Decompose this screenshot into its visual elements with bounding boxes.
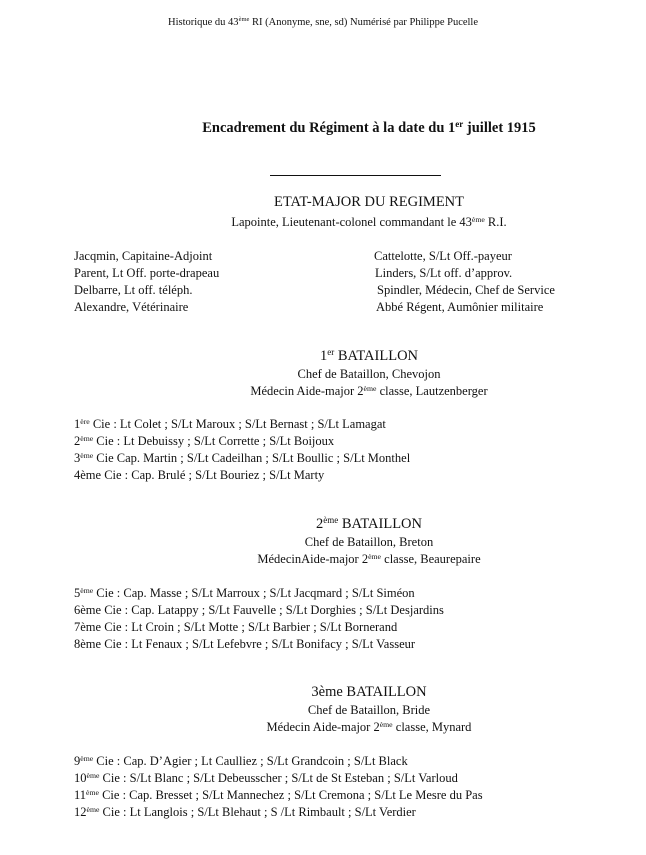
company-2: 2ème Cie : Lt Debuissy ; S/Lt Corrette ; S/Lt Boijoux [74,433,335,448]
bataillon-3-heading: 3ème BATAILLON [311,684,427,700]
staff-right-4: Abbé Régent, Aumônier militaire [376,300,544,314]
company-9: 9ème Cie : Cap. D’Agier ; Lt Caulliez ; S/Lt Grandcoin ; S/Lt Black [74,753,408,768]
company-1: 1ère Cie : Lt Colet ; S/Lt Maroux ; S/Lt Bernast ; S/Lt Lamagat [74,416,386,431]
etat-major-heading: ETAT-MAJOR DU REGIMENT [273,194,465,210]
bataillon-1-heading: 1er BATAILLON [319,347,419,364]
page-title: Encadrement du Régiment à la date du 1er juillet 1915 [202,119,536,136]
staff-left-1: Jacqmin, Capitaine-Adjoint [74,249,213,263]
staff-left-3: Delbarre, Lt off. téléph. [74,283,193,297]
staff-left-4: Alexandre, Vétérinaire [74,300,189,314]
bataillon-3-chef: Chef de Bataillon, Bride [307,703,431,717]
staff-right-3: Spindler, Médecin, Chef de Service [377,283,555,297]
company-11: 11ème Cie : Cap. Bresset ; S/Lt Mannechez ; S/Lt Cremona ; S/Lt Le Mesre du Pas [74,787,483,802]
company-12: 12ème Cie : Lt Langlois ; S/Lt Blehaut ; S /Lt Rimbault ; S/Lt Verdier [74,804,416,819]
company-3: 3ème Cie Cap. Martin ; S/Lt Cadeilhan ; S/Lt Boullic ; S/Lt Monthel [74,450,411,465]
bataillon-3-medecin: Médecin Aide-major 2ème classe, Mynard [266,719,472,734]
bataillon-1-chef: Chef de Bataillon, Chevojon [297,367,441,381]
bataillon-2-heading: 2ème BATAILLON [315,515,423,532]
company-8: 8ème Cie : Lt Fenaux ; S/Lt Lefebvre ; S/Lt Bonifacy ; S/Lt Vasseur [74,637,416,651]
company-10: 10ème Cie : S/Lt Blanc ; S/Lt Debeusscher ; S/Lt de St Esteban ; S/Lt Varloud [74,770,458,785]
staff-right-1: Cattelotte, S/Lt Off.-payeur [374,249,512,263]
bataillon-2-chef: Chef de Bataillon, Breton [304,535,434,549]
etat-major-commander: Lapointe, Lieutenant-colonel commandant le 43ème R.I. [231,214,507,229]
bataillon-1-medecin: Médecin Aide-major 2ème classe, Lautzenberger [250,383,488,398]
company-6: 6ème Cie : Cap. Latappy ; S/Lt Fauvelle ; S/Lt Dorghies ; S/Lt Desjardins [74,603,444,617]
bataillon-2-medecin: MédecinAide-major 2ème classe, Beaurepaire [257,551,481,566]
company-5: 5ème Cie : Cap. Masse ; S/Lt Marroux ; S/Lt Jacqmard ; S/Lt Siméon [74,585,415,600]
company-4: 4ème Cie : Cap. Brulé ; S/Lt Bouriez ; S/Lt Marty [74,468,325,482]
title-divider [270,175,441,176]
company-7: 7ème Cie : Lt Croin ; S/Lt Motte ; S/Lt Barbier ; S/Lt Bornerand [74,620,398,634]
staff-right-2: Linders, S/Lt off. d’approv. [375,266,513,280]
staff-left-2: Parent, Lt Off. porte-drapeau [74,266,220,280]
running-header: Historique du 43ème RI (Anonyme, sne, sd) Numérisé par Philippe Pucelle [167,16,479,28]
